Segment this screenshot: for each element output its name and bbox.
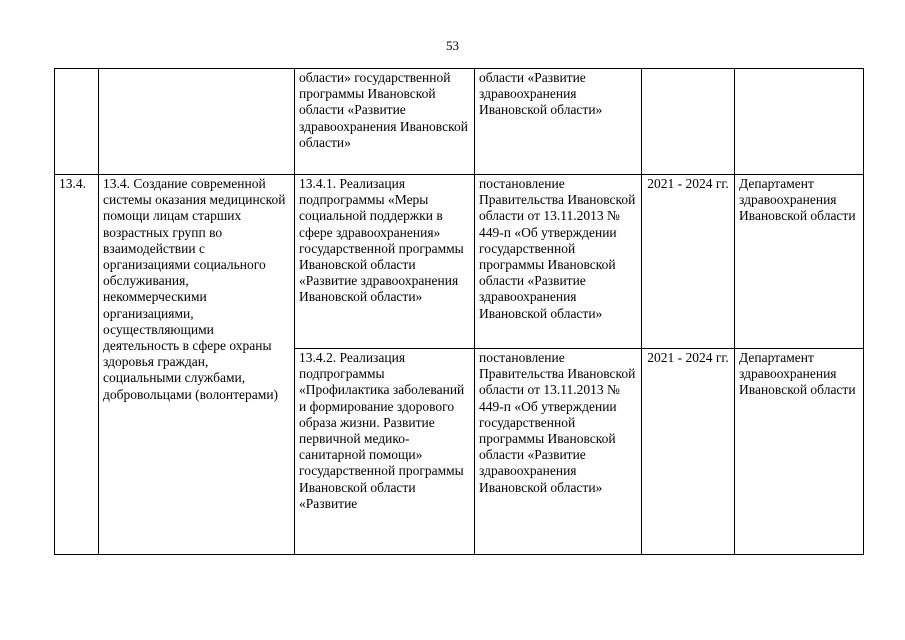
cell-period: 2021 - 2024 гг. [642,175,735,349]
cell-subevent: 13.4.1. Реализация подпрограммы «Меры социальной поддержки в сфере здравоохранения» государственной программы Ивановской области «Развитие здравоохранения Ивановской области» [295,175,475,349]
cell-legal-basis: постановление Правительства Ивановской области от 13.11.2013 № 449-п «Об утверждении государственной программы Ивановской области «Развитие здравоохранения Ивановской области» [475,349,642,555]
cell-event: 13.4. Создание современной системы оказания медицинской помощи лицам старших возрастных групп во взаимодействии с организациями социального обслуживания, некоммерческими организациями, осуществляющими деятельность в сфере охраны здоровья граждан, социальными службами, добровольцами (волонтерами) [99,175,295,555]
cell-subevent: области» государственной программы Ивановской области «Развитие здравоохранения Ивановской области» [295,69,475,175]
cell-legal-basis: области «Развитие здравоохранения Ивановской области» [475,69,642,175]
cell-executor: Департамент здравоохранения Ивановской области [735,349,864,555]
cell-number [55,69,99,175]
cell-legal-basis: постановление Правительства Ивановской области от 13.11.2013 № 449-п «Об утверждении государственной программы Ивановской области «Развитие здравоохранения Ивановской области» [475,175,642,349]
cell-event [99,69,295,175]
page-number: 53 [446,38,459,53]
cell-executor [735,69,864,175]
table-row-continuation [55,69,864,175]
cell-executor: Департамент здравоохранения Ивановской области [735,175,864,349]
cell-period [642,69,735,175]
table-row-13-4-1 [55,175,864,349]
cell-number: 13.4. [55,175,99,555]
measures-table [54,68,864,555]
cell-period: 2021 - 2024 гг. [642,349,735,555]
cell-subevent: 13.4.2. Реализация подпрограммы «Профилактика заболеваний и формирование здорового образа жизни. Развитие первичной медико-санитарной помощи» государственной программы Ивановской области «Развитие [295,349,475,555]
